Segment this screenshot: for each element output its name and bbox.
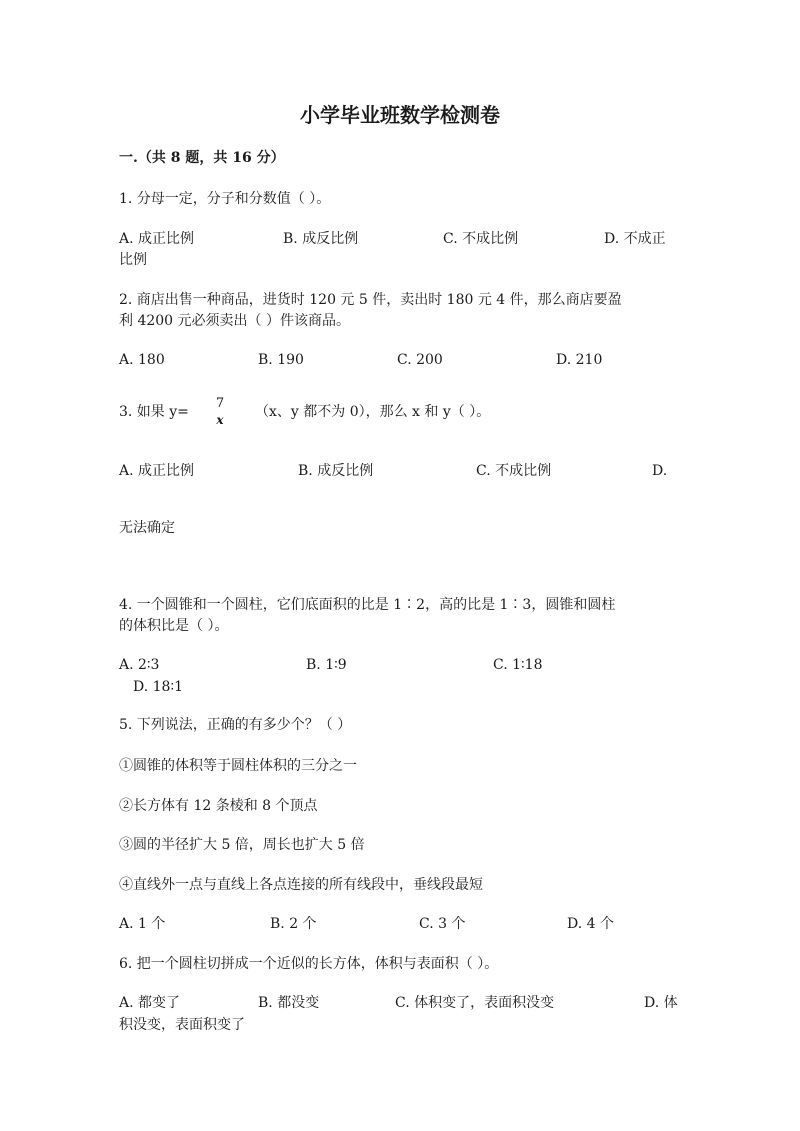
- option-d: D. 210: [556, 352, 603, 368]
- option-a: A. 180: [119, 352, 165, 368]
- option-c: C. 3 个: [419, 916, 466, 932]
- option-d: D. 18∶1: [133, 679, 183, 695]
- option-d: D. 4 个: [567, 916, 614, 932]
- fraction-denominator: x: [216, 413, 224, 427]
- statement-1: ①圆锥的体积等于圆柱体积的三分之一: [119, 758, 357, 774]
- option-a: A. 2∶3: [119, 657, 160, 673]
- fraction-7-over-x: [210, 396, 230, 428]
- statement-4: ④直线外一点与直线上各点连接的所有线段中，垂线段最短: [119, 877, 483, 893]
- option-d-wrap: 无法确定: [119, 520, 175, 536]
- question-stem: 6. 把一个圆柱切拼成一个近似的长方体，体积与表面积（ ）。: [119, 956, 499, 972]
- option-b: B. 都没变: [258, 995, 320, 1011]
- option-b: B. 190: [258, 352, 304, 368]
- question-stem-line-2: 的体积比是（ ）。: [119, 618, 229, 634]
- question-stem: 1. 分母一定，分子和分数值（ ）。: [119, 191, 331, 207]
- option-a: A. 成正比例: [119, 463, 195, 479]
- page-title: 小学毕业班数学检测卷: [300, 103, 500, 127]
- option-c: C. 不成比例: [443, 231, 519, 247]
- option-a: A. 1 个: [119, 916, 166, 932]
- question-stem: 5. 下列说法，正确的有多少个？（ ）: [119, 717, 352, 733]
- fraction-numerator: 7: [215, 396, 225, 411]
- option-a: A. 都变了: [119, 995, 181, 1011]
- option-c: C. 200: [397, 352, 443, 368]
- question-stem-line-2: 利 4200 元必须卖出（ ）件该商品。: [119, 313, 350, 329]
- option-b: B. 2 个: [270, 916, 317, 932]
- question-stem-suffix: （x、y 都不为 0），那么 x 和 y（ ）。: [255, 404, 491, 420]
- option-b: B. 成反比例: [283, 231, 359, 247]
- question-stem-prefix: 3. 如果 y=: [119, 404, 189, 420]
- option-c: C. 体积变了，表面积没变: [395, 995, 555, 1011]
- section-heading: 一.（共 8 题，共 16 分）: [119, 150, 285, 166]
- option-d: D.: [652, 463, 668, 479]
- option-b: B. 成反比例: [298, 463, 374, 479]
- option-d: D. 不成正: [604, 231, 666, 247]
- question-stem-line-1: 2. 商店出售一种商品，进货时 120 元 5 件，卖出时 180 元 4 件，那么商店要盈: [119, 292, 622, 308]
- statement-2: ②长方体有 12 条棱和 8 个顶点: [119, 798, 318, 814]
- option-c: C. 不成比例: [476, 463, 552, 479]
- question-stem-line-1: 4. 一个圆锥和一个圆柱，它们底面积的比是 1∶2，高的比是 1∶3，圆锥和圆柱: [119, 597, 616, 613]
- option-d: D. 体: [644, 995, 678, 1011]
- option-b: B. 1∶9: [306, 657, 347, 673]
- option-d-wrap: 积没变，表面积变了: [119, 1017, 245, 1033]
- option-d-wrap: 比例: [119, 252, 147, 268]
- option-a: A. 成正比例: [119, 231, 195, 247]
- option-c: C. 1∶18: [493, 657, 543, 673]
- statement-3: ③圆的半径扩大 5 倍，周长也扩大 5 倍: [119, 837, 365, 853]
